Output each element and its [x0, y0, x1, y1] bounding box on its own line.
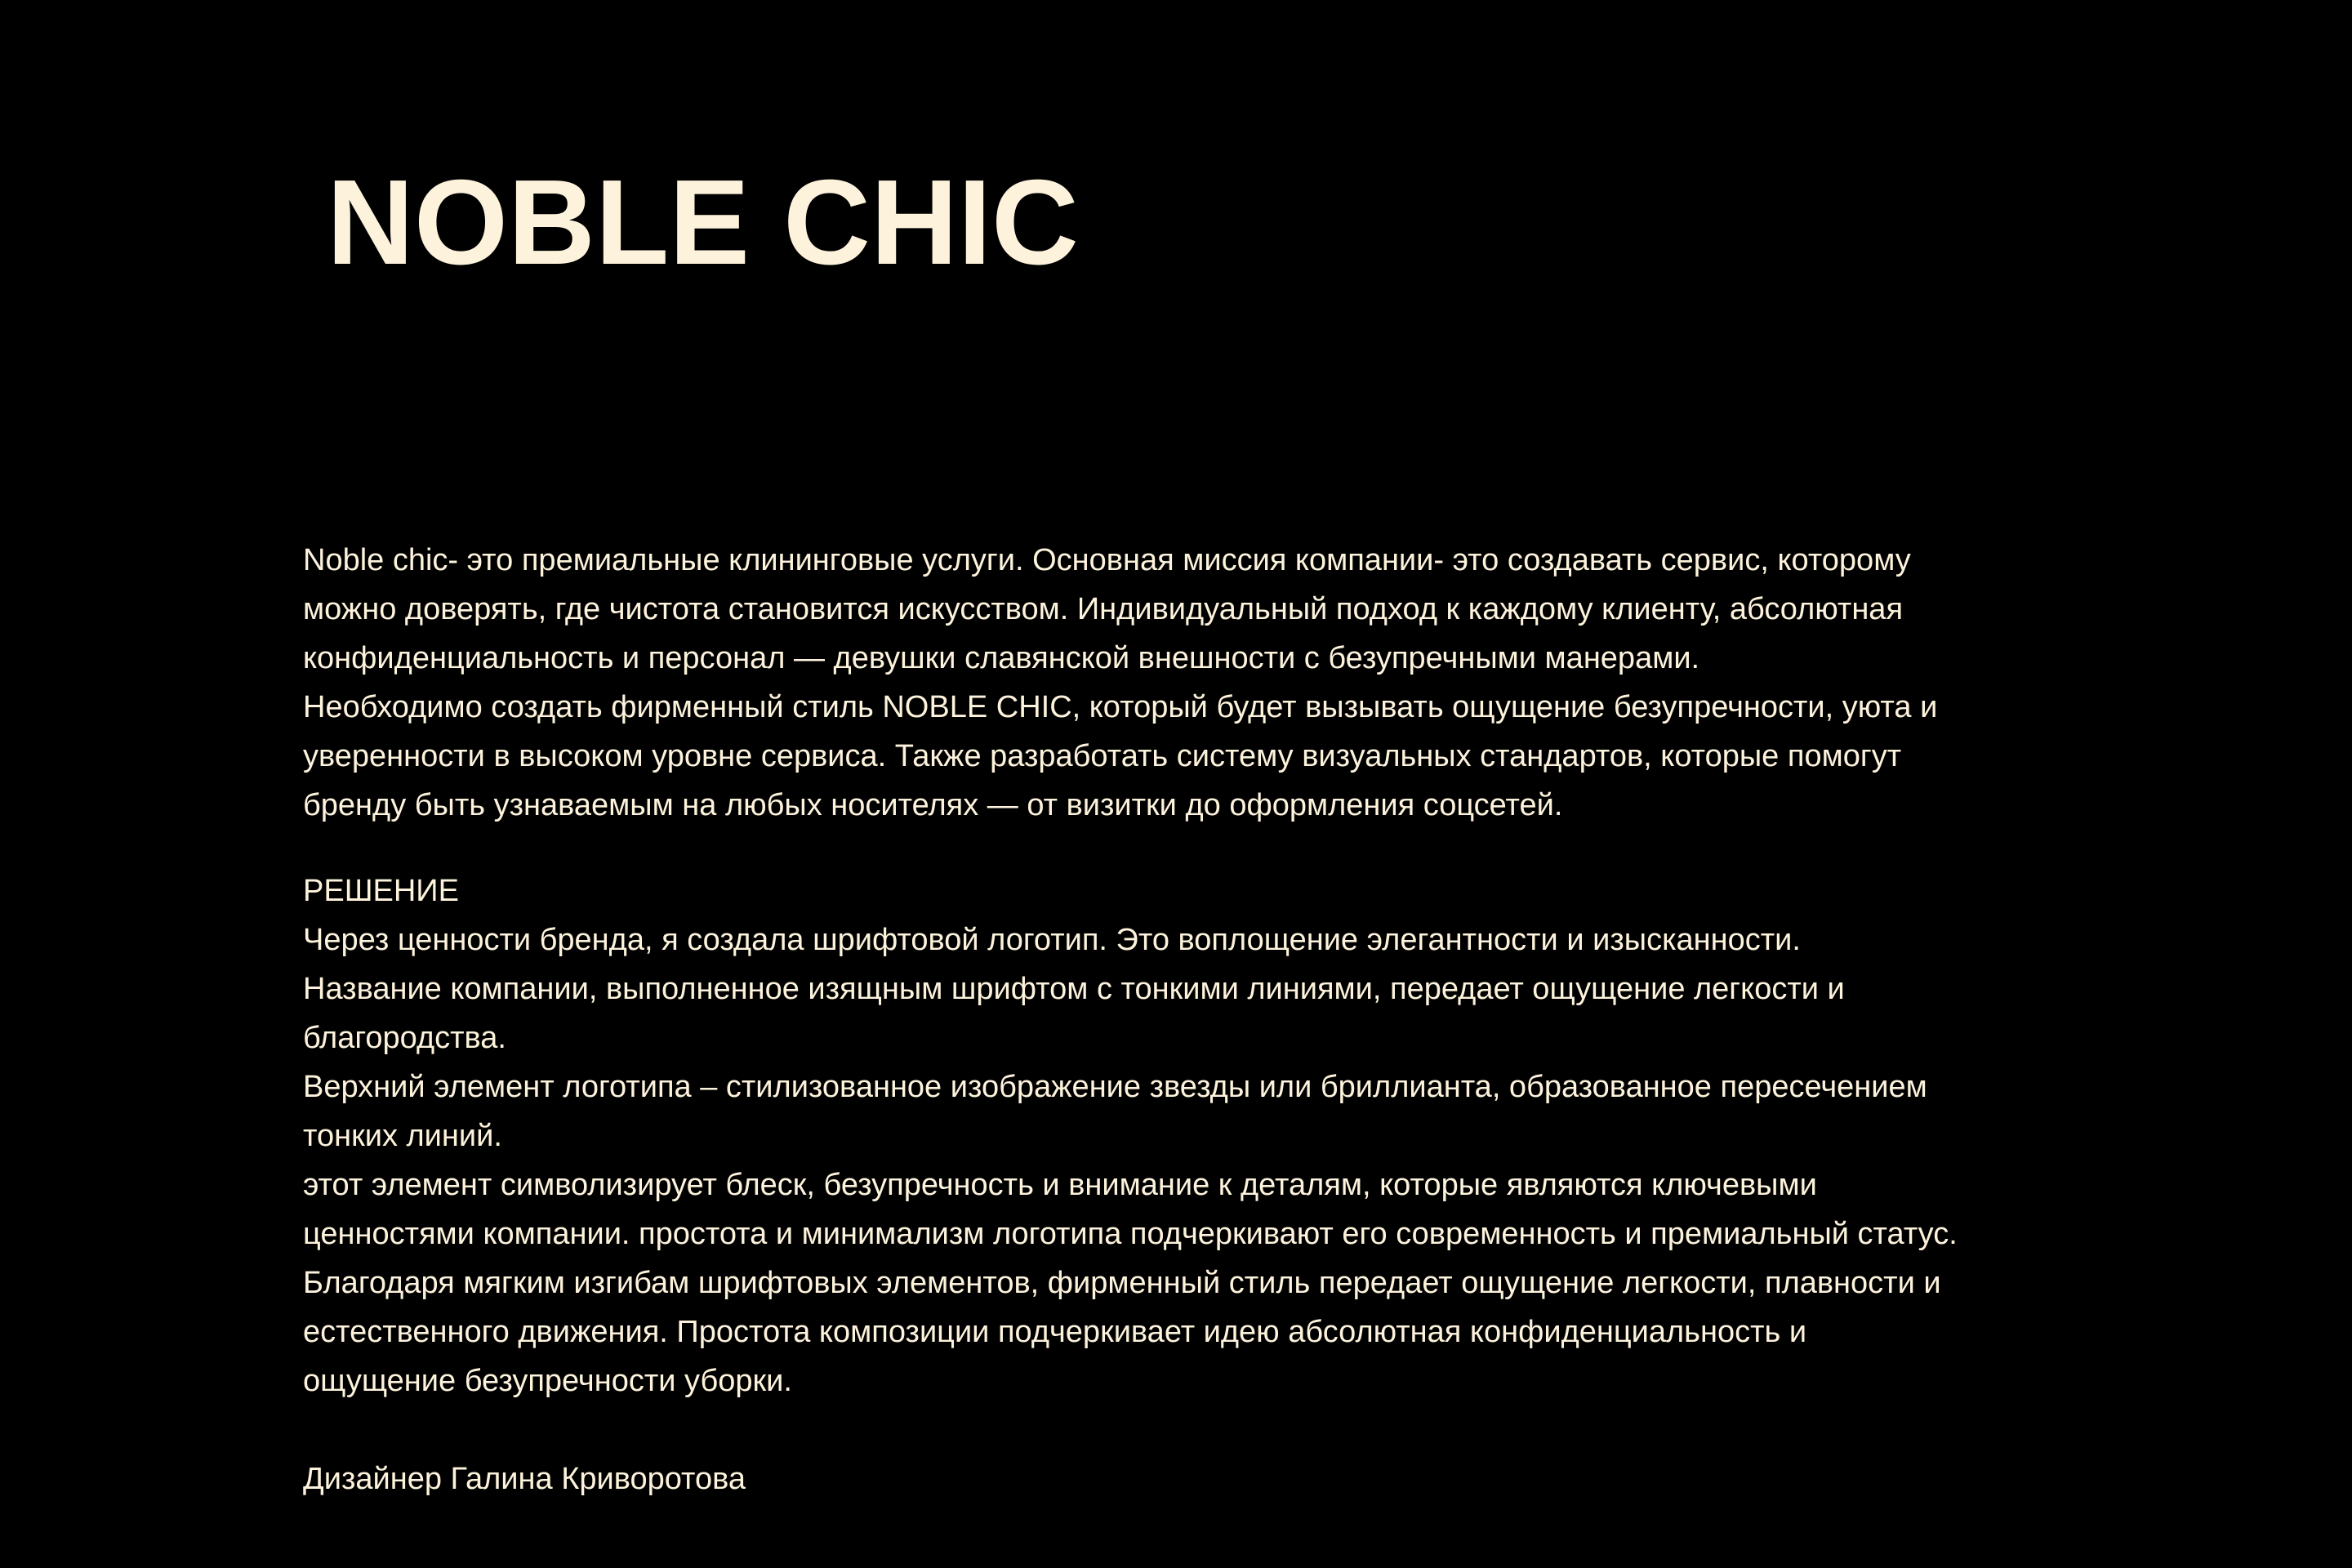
description-block: [303, 536, 2083, 1503]
solution-line: Благодаря мягким изгибам шрифтовых элементов, фирменный стиль передает ощущение легкости, плавности и: [303, 1266, 1941, 1300]
paragraph-spacer: [303, 1405, 2083, 1454]
solution-line: естественного движения. Простота композиции подчеркивает идею абсолютная конфиденциальность и: [303, 1315, 1807, 1349]
intro-line: можно доверять, где чистота становится искусством. Индивидуальный подход к каждому клиенту, абсолютная: [303, 592, 1904, 626]
solution-line: Название компании, выполненное изящным шрифтом с тонкими линиями, передает ощущение легкости и: [303, 972, 1845, 1006]
solution-line: ценностями компании. простота и минимализм логотипа подчеркивают его современность и премиальный статус.: [303, 1217, 1958, 1251]
intro-line: конфиденциальность и персонал — девушки славянской внешности с безупречными манерами.: [303, 641, 1700, 675]
solution-line: благородства.: [303, 1021, 506, 1055]
intro-line: Необходимо создать фирменный стиль NOBLE CHIC, который будет вызывать ощущение безупречности, уюта и: [303, 690, 1938, 724]
solution-line: Через ценности бренда, я создала шрифтовой логотип. Это воплощение элегантности и изысканности.: [303, 923, 1801, 957]
solution-line: тонких линий.: [303, 1119, 502, 1153]
intro-line: Noble chic- это премиальные клининговые услуги. Основная миссия компании- это создавать сервис, которому: [303, 543, 1911, 577]
paragraph-spacer: [303, 830, 2083, 866]
solution-line: этот элемент символизирует блеск, безупречность и внимание к деталям, которые являются ключевыми: [303, 1168, 1817, 1202]
intro-line: бренду быть узнаваемым на любых носителях — от визитки до оформления соцсетей.: [303, 788, 1563, 822]
designer-credit: Дизайнер Галина Криворотова: [303, 1462, 746, 1496]
solution-line: Верхний элемент логотипа – стилизованное изображение звезды или бриллианта, образованное пересечением: [303, 1070, 1927, 1104]
brand-title: NOBLE CHIC: [327, 155, 1079, 290]
solution-line: ощущение безупречности уборки.: [303, 1364, 792, 1398]
solution-heading: РЕШЕНИЕ: [303, 874, 459, 908]
intro-line: уверенности в высоком уровне сервиса. Также разработать систему визуальных стандартов, которые помогут: [303, 739, 1902, 773]
